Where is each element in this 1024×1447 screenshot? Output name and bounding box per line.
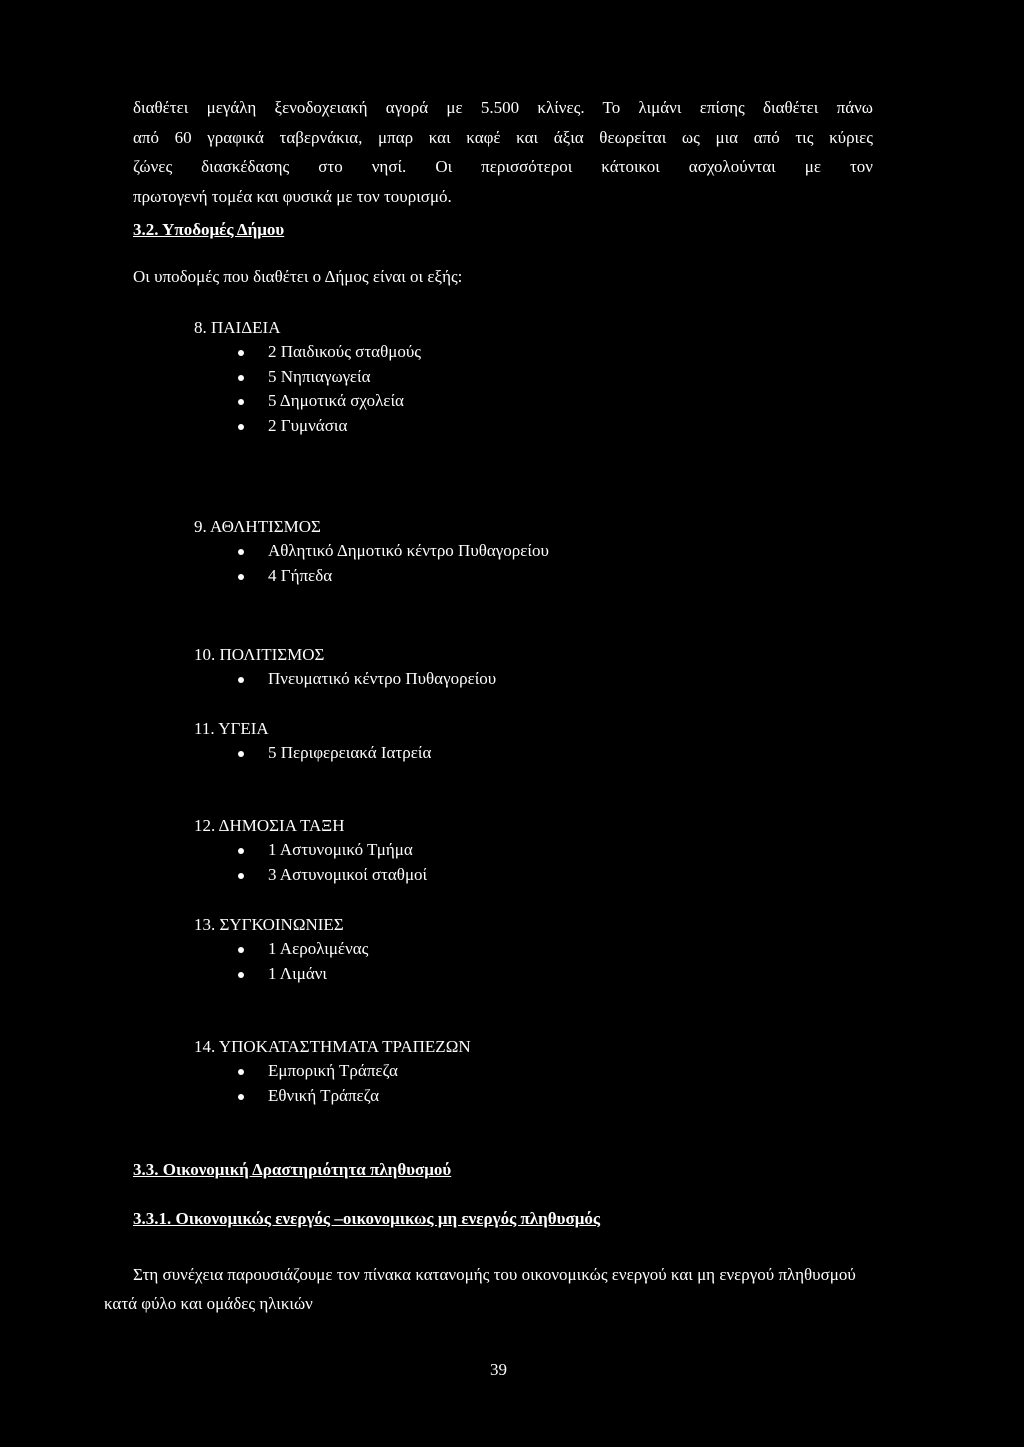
bullet-icon	[238, 873, 244, 879]
section-title: 9. ΑΘΛΗΤΙΣΜΟΣ	[194, 517, 321, 536]
bullet-icon	[238, 848, 244, 854]
section-public-order	[194, 814, 427, 887]
section-health	[194, 717, 431, 766]
section-title: 14. ΥΠΟΚΑΤΑΣΤΗΜΑΤΑ ΤΡΑΠΕΖΩΝ	[194, 1037, 471, 1056]
list-item: 5 Νηπιαγωγεία	[194, 365, 421, 390]
bullet-icon	[238, 677, 244, 683]
bullet-icon	[238, 350, 244, 356]
bullet-icon	[238, 1069, 244, 1075]
list-item: 4 Γήπεδα	[194, 564, 549, 589]
list-item: Εθνική Τράπεζα	[194, 1084, 471, 1109]
list-item: Αθλητικό Δημοτικό κέντρο Πυθαγορείου	[194, 539, 549, 564]
section-title: 10. ΠΟΛΙΤΙΣΜΟΣ	[194, 645, 325, 664]
intro-line: από 60 γραφικά ταβερνάκια, μπαρ και καφέ και άξια θεωρείται ως μια από τις κύριες	[133, 127, 873, 147]
intro-line: διαθέτει μεγάλη ξενοδοχειακή αγορά με 5.500 κλίνες. Το λιμάνι επίσης διαθέτει πάνω	[133, 98, 873, 117]
bullet-icon	[238, 549, 244, 555]
list-item: 3 Αστυνομικοί σταθμοί	[194, 863, 427, 888]
bullet-icon	[238, 375, 244, 381]
list-item: 1 Λιμάνι	[194, 962, 368, 987]
list-item: 2 Παιδικούς σταθμούς	[194, 340, 421, 365]
list-item: 2 Γυμνάσια	[194, 414, 421, 439]
list-item: 1 Αστυνομικό Τμήμα	[194, 838, 427, 863]
bullet-icon	[238, 1094, 244, 1100]
bullet-icon	[238, 751, 244, 757]
list-item: Εμπορική Τράπεζα	[194, 1059, 471, 1084]
bullet-icon	[238, 972, 244, 978]
bullet-icon	[238, 424, 244, 430]
section-banks	[194, 1035, 471, 1108]
section-sports	[194, 515, 549, 588]
bullet-icon	[238, 399, 244, 405]
list-item: 5 Περιφερειακά Ιατρεία	[194, 741, 431, 766]
list-item: 1 Αερολιμένας	[194, 937, 368, 962]
section-title: 13. ΣΥΓΚΟΙΝΩΝΙΕΣ	[194, 915, 344, 934]
section-title: 8. ΠΑΙΔΕΙΑ	[194, 318, 281, 337]
section-transport	[194, 913, 368, 986]
section-title: 12. ΔΗΜΟΣΙΑ ΤΑΞΗ	[194, 816, 345, 835]
outro-paragraph: Στη συνέχεια παρουσιάζουμε τον πίνακα κατανομής του οικονομικώς ενεργού και μη ενεργού πληθυσμού κατά φύλο και ομάδες ηλικιών	[104, 1265, 856, 1313]
section-title: 11. ΥΓΕΙΑ	[194, 719, 269, 738]
list-item: 5 Δημοτικά σχολεία	[194, 389, 421, 414]
lead-text: Οι υποδομές που διαθέτει ο Δήμος είναι οι εξής:	[133, 267, 463, 286]
list-item: Πνευματικό κέντρο Πυθαγορείου	[194, 667, 496, 692]
intro-line: ζώνες διασκέδασης στο νησί. Οι περισσότεροι κάτοικοι ασχολούνται με τον	[133, 157, 873, 176]
heading-3-3: 3.3. Οικονομική Δραστηριότητα πληθυσμού	[133, 1160, 452, 1179]
bullet-icon	[238, 574, 244, 580]
page-number: 39	[490, 1360, 507, 1379]
section-culture	[194, 643, 496, 692]
heading-3-3-1: 3.3.1. Οικονομικώς ενεργός –οικονομικως μη ενεργός πληθυσμός	[133, 1209, 601, 1228]
intro-line: πρωτογενή τομέα και φυσικά με τον τουρισμό.	[133, 186, 452, 206]
intro-paragraph	[133, 93, 873, 211]
section-education	[194, 316, 421, 438]
bullet-icon	[238, 947, 244, 953]
heading-3-2: 3.2. Υποδομές Δήμου	[133, 220, 285, 239]
